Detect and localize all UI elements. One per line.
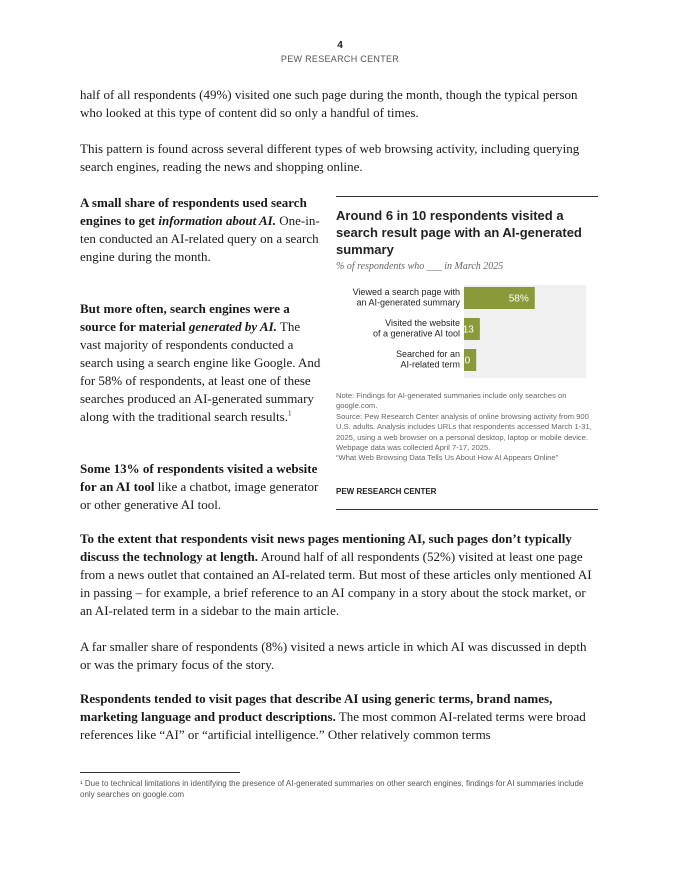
paragraph-smaller-share: A far smaller share of respondents (8%) visited a news article in which AI was discussed in depth or was the primary focus of the story. bbox=[80, 639, 587, 672]
lead-bold-text: A small share of respondents used search engines to get bbox=[80, 195, 307, 228]
paragraph-ai-tool bbox=[80, 460, 322, 514]
chart-category-label: Searched for an AI-related term bbox=[395, 349, 460, 370]
lead-bold-text: Respondents tended to visit pages that describe AI using generic terms, brand names, marketing language and product descriptions. bbox=[80, 691, 553, 724]
bar-chart bbox=[336, 285, 598, 381]
chart-category-label: Viewed a search page with an AI-generated summary bbox=[352, 287, 460, 308]
paragraph-search-info bbox=[80, 194, 322, 266]
body-text: like a chatbot, image generator or other generative AI tool. bbox=[80, 479, 319, 512]
chart-note: Note: Findings for AI-generated summaries include only searches on google.com. bbox=[336, 391, 567, 411]
body-text: The vast majority of respondents conducted a search using a search engine like Google. And for 58% of respondents, at least one of these searches produced an AI-generated summary along with the traditional search results. bbox=[80, 319, 321, 424]
chart-notes bbox=[336, 391, 596, 464]
paragraph-1: half of all respondents (49%) visited one such page during the month, though the typical person who looked at this type of content did so only a handful of times. bbox=[80, 87, 578, 120]
lead-bold-text: But more often, search engines were a source for material bbox=[80, 301, 290, 334]
lead-bold-italic-text: generated by AI. bbox=[188, 319, 277, 334]
chart-report-title: “What Web Browsing Data Tells Us About How AI Appears Online” bbox=[336, 453, 559, 463]
chart-category-label: Visited the website of a generative AI tool bbox=[372, 318, 460, 339]
chart-figure bbox=[336, 196, 598, 510]
chart-value-label: 13 bbox=[462, 324, 474, 336]
footnote-divider bbox=[80, 772, 240, 773]
chart-subtitle: % of respondents who ___ in March 2025 bbox=[336, 261, 504, 272]
lead-bold-text: To the extent that respondents visit news pages mentioning AI, such pages don’t typically discuss the technology at length. bbox=[80, 531, 572, 564]
chart-title: Around 6 in 10 respondents visited a search result page with an AI-generated summary bbox=[336, 208, 582, 257]
footnote-marker[interactable]: 1 bbox=[287, 409, 292, 418]
chart-source-org: PEW RESEARCH CENTER bbox=[336, 487, 437, 496]
page-number: 4 bbox=[337, 40, 343, 51]
paragraph-news-pages bbox=[80, 530, 600, 620]
paragraph-generic-terms bbox=[80, 690, 600, 744]
body-text: The most common AI-related terms were broad references like “AI” or “artificial intelligence.” Other relatively common terms bbox=[80, 709, 586, 742]
body-text: One-in-ten conducted an AI-related query on a search engine during the month. bbox=[80, 213, 320, 264]
body-text: Around half of all respondents (52%) visited at least one page from a news outlet that contained an AI-related term. But most of these articles only mentioned AI in passing – for example, a brief reference to an AI company in a story about the stock market, or an AI-related term in a sidebar to the main article. bbox=[80, 549, 592, 618]
lead-bold-italic-text: information about AI. bbox=[158, 213, 276, 228]
paragraph-ai-generated bbox=[80, 300, 322, 426]
chart-value-label: 10 bbox=[459, 355, 471, 367]
chart-source: Source: Pew Research Center analysis of online browsing activity from 900 U.S. adults. Analysis includes URLs that respondents accessed March 1-31, 2025, using a web browser on a personal desktop, laptop or mobile device. Webpage data was collected April 7-17, 2025. bbox=[336, 411, 592, 453]
chart-value-label: 58% bbox=[508, 293, 529, 305]
paragraph-2: This pattern is found across several different types of web browsing activity, including querying search engines, reading the news and shopping online. bbox=[80, 141, 580, 174]
footnote: ¹ Due to technical limitations in identifying the presence of AI-generated summaries on other search engines, findings for AI summaries include only searches on google.com bbox=[80, 779, 584, 799]
org-header: PEW RESEARCH CENTER bbox=[280, 54, 400, 64]
lead-bold-text: Some 13% of respondents visited a website for an AI tool bbox=[80, 461, 318, 494]
